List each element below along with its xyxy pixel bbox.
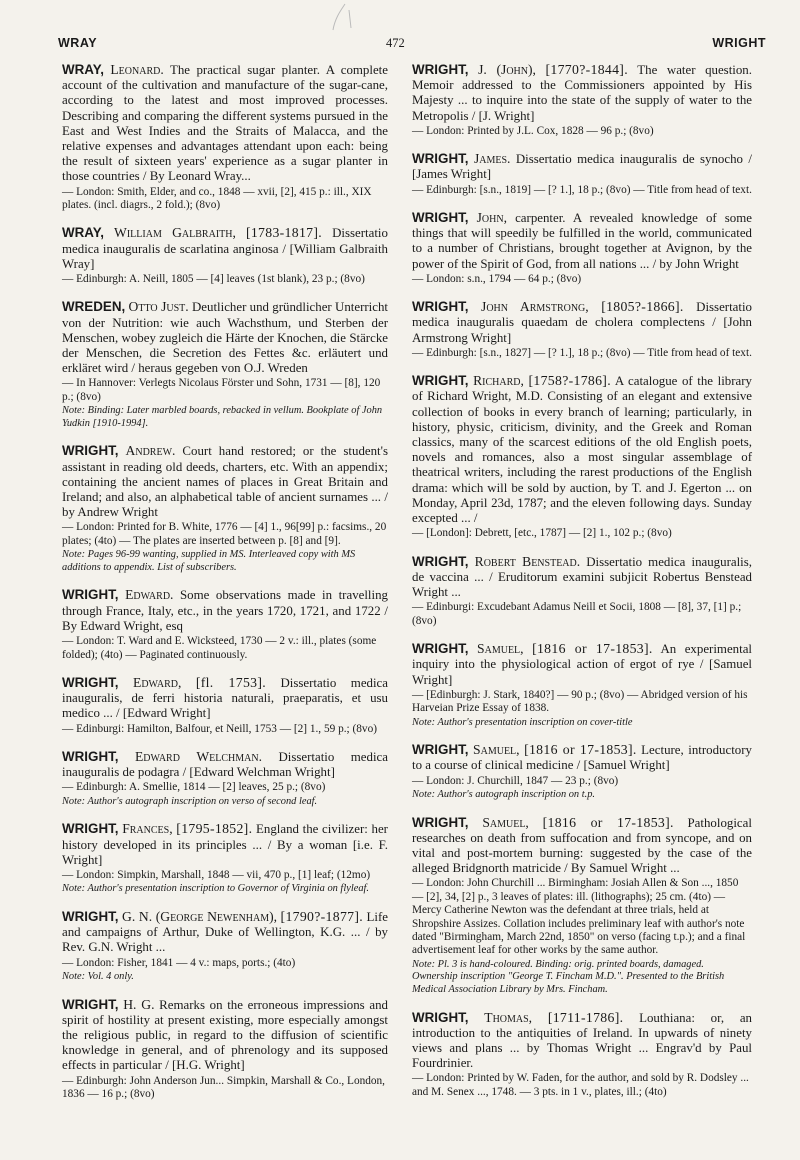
entry-imprint: — London: Printed for B. White, 1776 — [4] 1., 96[99] p.: facsims., 20 plates; (4to) — The plates are inserted between p. [8] and [9]. [62, 521, 387, 547]
entry-title: Dissertatio medica inauguralis, de ferri historia naturali, praeparatis, et usu medico ... / [Edward Wright] [62, 675, 389, 721]
catalog-entry [62, 62, 388, 212]
entry-note: Note: Author's presentation inscription on cover-title [412, 716, 633, 728]
entry-imprint: — In Hannover: Verlegts Nicolaus Förster und Sohn, 1731 — [8], 120 p.; (8vo) [62, 377, 381, 403]
entry-forename: Samuel, [482, 814, 529, 830]
entry-dates: [1711-1786]. [547, 1009, 624, 1025]
entry-note: Note: Pages 96-99 wanting, supplied in MS. Interleaved copy with MS additions to appendix. List of subscribers. [62, 549, 356, 573]
entry-name: WRIGHT, [62, 674, 119, 690]
entry-title: Deutlicher und gründlicher Unterricht von der Nutrition: wie auch Wachsthum, und Sterben der Menschen, wobey zugleich die Härte der Knochen, die Stärcke der Menschen, die Secretion des Fettes &c. erläutert und erkläret wird / heraus gegeben von O.J. Wreden [62, 300, 388, 376]
header-right-word: WRIGHT [712, 36, 766, 50]
entry-name: WRIGHT, [412, 1009, 469, 1025]
catalog-entry [412, 815, 752, 997]
entry-dates: [1790?-1877]. [280, 908, 363, 924]
entry-name: WRIGHT, [412, 210, 469, 226]
entry-name: WRIGHT, [412, 641, 469, 657]
entry-name: WRIGHT, [62, 821, 119, 837]
entry-main [412, 815, 752, 877]
entry-imprint: — London: T. Ward and E. Wicksteed, 1730 — 2 v.: ill., plates (some folded); (4to) — Paginated continuously. [62, 635, 377, 661]
catalog-entry [412, 299, 752, 360]
entry-dates: [1758?-1786]. [528, 373, 611, 389]
entry-dates: [1816 or 17-1853]. [532, 641, 653, 657]
entry-note: Note: Author's autograph inscription on t.p. [412, 788, 596, 800]
entry-forename: Leonard. [110, 62, 164, 77]
entry-forename: Samuel, [473, 742, 520, 758]
entry-dates: [1795-1852]. [176, 821, 253, 837]
entry-title: Lecture, introductory to a course of clinical medicine / [Samuel Wright] [412, 743, 752, 773]
catalog-entry [62, 675, 388, 736]
entry-name: WRIGHT, [62, 443, 119, 459]
entry-forename: Otto Just. [128, 299, 189, 315]
page-number: 472 [386, 36, 405, 50]
entry-main [412, 299, 752, 346]
entry-imprint: — London: Printed by J.L. Cox, 1828 — 96 p.; (8vo) [412, 124, 654, 137]
entry-forename: Thomas, [484, 1009, 533, 1025]
entry-forename: Robert Benstead. [474, 553, 581, 569]
entry-note: Note: Vol. 4 only. [62, 970, 134, 982]
catalog-entry [62, 997, 388, 1102]
entry-main [62, 225, 388, 272]
catalog-entry [62, 443, 388, 574]
entry-title: Dissertatio medica inauguralis quaedam de cholera complectens / [John Armstrong Wright] [412, 300, 752, 345]
entry-main [62, 909, 388, 956]
entry-imprint: — Edinburgh: [s.n., 1819] — [? 1.], 18 p.; (8vo) — Title from head of text. [412, 183, 752, 196]
entry-title: Some observations made in travelling through France, Italy, etc., in the years 1720, 1721, and 1722 / By Edward Wright, esq [62, 588, 388, 633]
entry-title: Louthiana: or, an introduction to the antiquities of Ireland. In upwards of ninety views and plans ... by Thomas Wright ... Engrav'd by Paul Fourdrinier. [412, 1010, 752, 1071]
catalog-entry [412, 742, 752, 801]
entry-forename: Edward Welchman. [134, 748, 263, 764]
catalog-entry [62, 821, 388, 896]
entry-main [412, 62, 752, 124]
entry-title: An experimental inquiry into the physiological action of ergot of rye / [Samuel Wright] [412, 642, 752, 687]
entry-imprint: — [London]: Debrett, [etc., 1787] — [2] 1., 102 p.; (8vo) [412, 527, 672, 540]
header-left-word: WRAY [58, 36, 98, 50]
entry-title: Dissertatio medica inauguralis de scarlatina anginosa / [William Galbraith Wray] [62, 226, 388, 271]
entry-imprint: — London: J. Churchill, 1847 — 23 p.; (8vo) [412, 774, 619, 787]
entry-name: WRAY, [62, 225, 104, 241]
entry-forename: Edward, [133, 674, 182, 690]
entry-main [62, 749, 388, 780]
entry-imprint: — London: John Churchill ... Birmingham: Josiah Allen & Son ..., 1850 — [2], 34, [2] p., 3 leaves of plates: ill. (lithographs); 25 cm. (4to) — Mercy Catherine Newton was the defendant at three trials, held at Shropshire Assizes. Collation includes preliminary leaf with author's note dated "Birmingham, March 22nd, 1850" on verso (facing t.p.); and a final advertisement leaf for other works by the same author. [412, 877, 746, 957]
entry-forename: G. N. (George Newenham), [122, 908, 278, 924]
catalog-entry [62, 909, 388, 984]
entry-name: WRIGHT, [412, 62, 469, 77]
entry-main [62, 587, 388, 634]
entry-main [412, 373, 752, 526]
entry-dates: [1816 or 17-1853]. [542, 814, 674, 830]
entry-main [62, 299, 388, 376]
entry-forename: William Galbraith, [114, 225, 236, 241]
entry-forename: Samuel, [477, 641, 524, 657]
entry-name: WRIGHT, [62, 908, 119, 924]
entry-imprint: — London: Smith, Elder, and co., 1848 — xvii, [2], 415 p.: ill., XIX plates. (incl. diagrs., 2 fold.); (8vo) [62, 185, 372, 212]
entry-title: Remarks on the erroneous impressions and spirit of hostility at present existing, more especially amongst the religious public, in regard to the diffusion of scientific knowledge in general, and of phrenology and its supposed effects in particular / [H.G. Wright] [62, 997, 388, 1073]
catalog-entry [412, 641, 752, 729]
entry-imprint: — London: Simpkin, Marshall, 1848 — vii, 470 p., [1] leaf; (12mo) [62, 868, 371, 881]
entry-main [62, 821, 388, 868]
entry-name: WRIGHT, [412, 814, 469, 830]
pencil-mark-icon [325, 0, 365, 40]
entry-title: Life and campaigns of Arthur, Duke of Wellington, K.G. ... / by Rev. G.N. Wright ... [62, 909, 388, 955]
entry-name: WRIGHT, [412, 742, 469, 758]
catalog-entry [412, 554, 752, 628]
entry-forename: Frances, [122, 821, 173, 837]
entry-name: WRIGHT, [62, 587, 119, 603]
right-column [412, 62, 752, 1112]
entry-main [412, 742, 752, 773]
entry-forename: Andrew. [125, 443, 176, 459]
entry-name: WRIGHT, [412, 553, 469, 569]
entry-forename: J. (John), [478, 62, 536, 77]
running-header [0, 36, 800, 56]
catalog-entry [412, 210, 752, 286]
entry-name: WRIGHT, [412, 151, 469, 167]
catalog-entry [62, 299, 388, 430]
entry-imprint: — London: Fisher, 1841 — 4 v.: maps, ports.; (4to) [62, 956, 296, 969]
entry-imprint: — London: s.n., 1794 — 64 p.; (8vo) [412, 272, 582, 285]
entry-imprint: — Edinburgh: A. Neill, 1805 — [4] leaves (1st blank), 23 p.; (8vo) [62, 273, 365, 286]
entry-forename: H. G. [123, 996, 155, 1012]
entry-main [412, 210, 752, 272]
entry-main [62, 675, 388, 722]
entry-name: WRIGHT, [412, 373, 469, 389]
entry-name: WRAY, [62, 62, 104, 77]
entry-title: Pathological researches on death from suffocation and from syncope, and on vital and post-mortem burning: suggested by the case of the alleged Bridgnorth matricide / By Samuel Wright ... [412, 815, 752, 876]
entry-forename: Richard, [473, 373, 524, 389]
entry-main [62, 997, 388, 1074]
catalog-entry [62, 225, 388, 286]
entry-imprint: — Edinburgh: A. Smellie, 1814 — [2] leaves, 25 p.; (8vo) [62, 781, 326, 794]
entry-imprint: — Edinburgh: John Anderson Jun... Simpkin, Marshall & Co., London, 1836 — 16 p.; (8vo) [62, 1074, 386, 1100]
entry-main [412, 1010, 752, 1072]
entry-title: The practical sugar planter. A complete account of the cultivation and manufacture of the sugar-cane, according to the latest and most improved processes. Describing and comparing the different systems pursued in the East and West Indies and the Straits of Malacca, and the relative expenses and advantages attendant upon each: being the result of sixteen years' experience as a sugar planter in those countries / By Leonard Wray... [62, 63, 388, 184]
entry-forename: Edward. [125, 587, 174, 603]
entry-dates: [1805?-1866]. [601, 299, 684, 315]
entry-name: WRIGHT, [62, 748, 119, 764]
entry-name: WREDEN, [62, 299, 126, 315]
entry-dates: [fl. 1753]. [195, 674, 266, 690]
catalog-entry [62, 587, 388, 661]
entry-title: A catalogue of the library of Richard Wright, M.D. Consisting of an elegant and extensive collection of books in every branch of learning; particularly, in history, physic, criticism, divinity, and the Greek and Roman classics, many of the scarcest editions of the old English poets, novels and romances, also a most singular assemblage of theatrical writers, including the rarest productions of the English drama: which will be sold by auction, by T. and J. Egerton ... on Monday, April 23d, 1787; and the eleven following days. Sunday excepted ... / [412, 374, 752, 526]
entry-dates: [1770?-1844]. [545, 62, 628, 77]
entry-imprint: — Edinburgi: Hamilton, Balfour, et Neill, 1753 — [2] 1., 59 p.; (8vo) [62, 722, 377, 735]
entry-main [62, 62, 388, 185]
entry-forename: John Armstrong, [481, 299, 589, 315]
entry-dates: [1783-1817]. [245, 225, 322, 241]
catalog-entry [412, 1010, 752, 1100]
entry-imprint: — Edinburgh: [s.n., 1827] — [? 1.], 18 p.; (8vo) — Title from head of text. [412, 346, 752, 359]
entry-forename: John, [476, 210, 507, 226]
entry-imprint: — [Edinburgh: J. Stark, 1840?] — 90 p.; (8vo) — Abridged version of his Harveian Prize Essay of 1838. [412, 688, 748, 715]
entry-main [62, 443, 388, 520]
entry-forename: James. [473, 151, 511, 167]
entry-title: England the civilizer: her history developed in its principles ... / By a woman [i.e. F. Wright] [62, 822, 388, 867]
entry-note: Note: Pl. 3 is hand-coloured. Binding: orig. printed boards, damaged. Ownership inscription "George T. Fincham M.D.". Presented to the British Medical Association Library by Mrs. Fincham. [412, 958, 725, 995]
entry-main [412, 554, 752, 601]
entry-title: The water question. Memoir addressed to the Commissioners appointed by His Majesty ... to inquire into the state of the supply of water to the Metropolis / [J. Wright] [412, 63, 752, 123]
catalog-entry [412, 151, 752, 197]
catalog-entry [62, 749, 388, 808]
entry-title: Dissertatio medica inauguralis de synocho / [James Wright] [412, 152, 752, 182]
entry-imprint: — Edinburgi: Excudebant Adamus Neill et Socii, 1808 — [8], 37, [1] p.; (8vo) [412, 601, 742, 627]
entry-title: Dissertatio medica inauguralis, de vaccina ... / Eruditorum examini subjicit Robertus Benstead Wright ... [412, 554, 752, 600]
entry-main [412, 641, 752, 688]
entry-imprint: — London: Printed by W. Faden, for the author, and sold by R. Dodsley ... and M. Senex ..., 1748. — 3 pts. in 1 v., plates, ill.; (4to) [412, 1072, 749, 1098]
left-column [62, 62, 388, 1114]
entry-note: Note: Binding: Later marbled boards, rebacked in vellum. Bookplate of John Yudkin [1910-1994]. [62, 405, 383, 429]
entry-title: Court hand restored; or the student's assistant in reading old deeds, charters, etc. With an appendix; containing the ancient names of places in Great Britain and Ireland; and also, an alphabetical table of ancient surnames ... / by Andrew Wright [62, 444, 388, 520]
entry-dates: [1816 or 17-1853]. [524, 742, 637, 758]
entry-title: Dissertatio medica inauguralis de podagra / [Edward Welchman Wright] [62, 749, 388, 780]
entry-note: Note: Author's presentation inscription to Governor of Virginia on flyleaf. [62, 883, 369, 895]
catalog-entry [412, 373, 752, 540]
entry-note: Note: Author's autograph inscription on verso of second leaf. [62, 795, 318, 807]
entry-name: WRIGHT, [62, 996, 119, 1012]
entry-name: WRIGHT, [412, 299, 469, 315]
entry-main [412, 151, 752, 182]
entry-title: carpenter. A revealed knowledge of some things that will speedily be fulfilled in the world, communicated to a number of Christians, brought together at Avignon, by the power of the Spirit of God, from all nations ... / by John Wright [412, 211, 752, 271]
catalog-entry [412, 62, 752, 138]
